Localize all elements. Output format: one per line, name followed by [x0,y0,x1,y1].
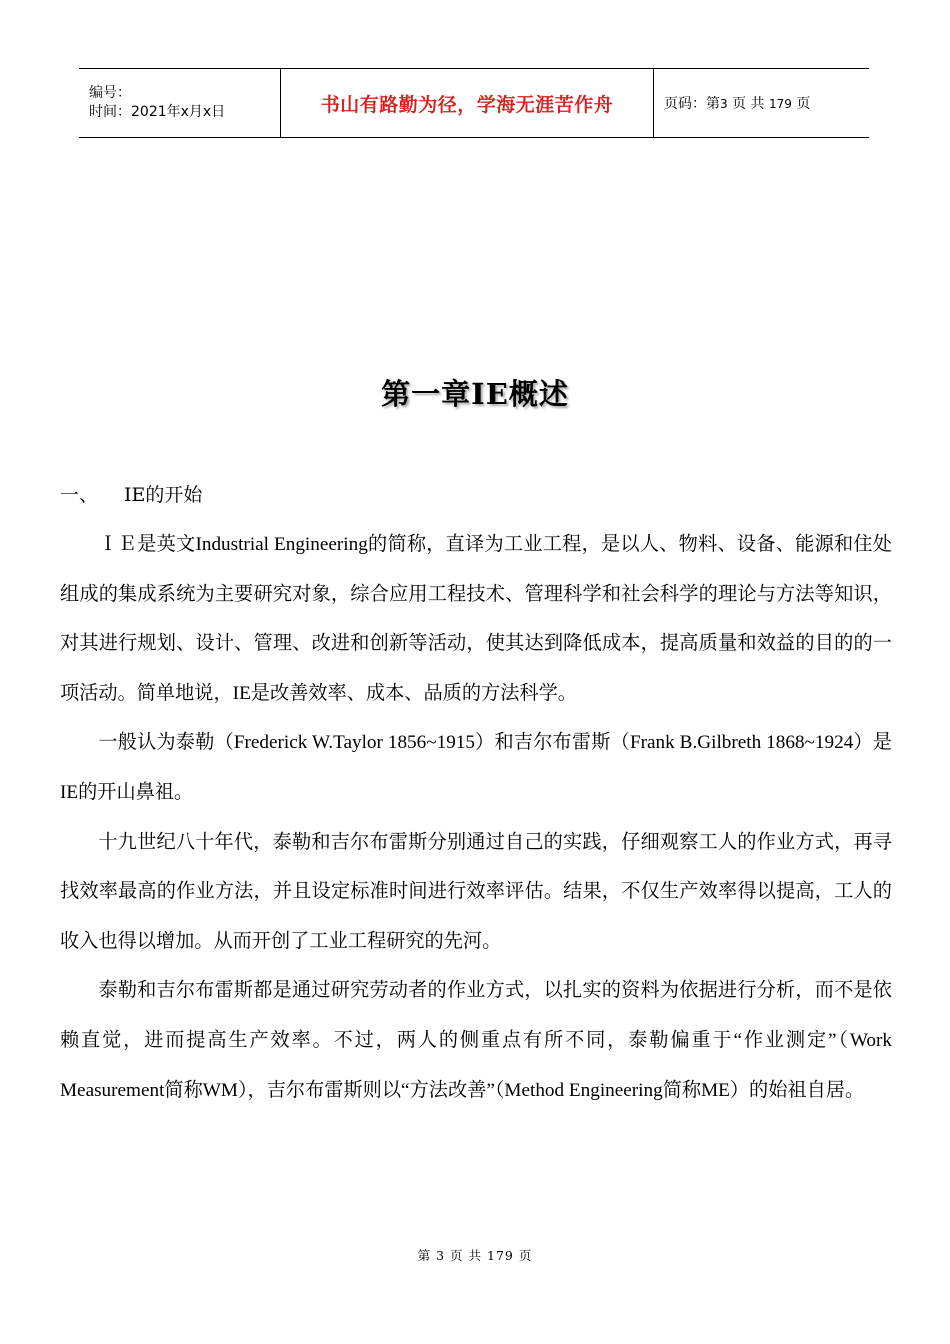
header-meta-cell [79,69,281,137]
page-label: 页码：第 [664,96,720,112]
page-end-label: 页 [796,96,811,112]
body-text [60,520,892,1115]
header-motto: 书山有路勤为径，学海无涯苦作舟 [320,93,614,116]
header-motto-cell [281,69,654,137]
document-time-label: 时间：2021年x月x日 [89,104,226,120]
page-header [79,68,869,138]
page-total: 179 [769,97,792,111]
section-number: 一、 [60,484,99,506]
document-number-label: 编号： [89,85,131,101]
page-mid-label: 页 共 [732,96,765,112]
header-page-info [664,93,869,113]
page-current: 3 [720,97,728,111]
header-page-cell [654,69,869,137]
page-footer: 第 3 页 共 179 页 [417,1248,533,1263]
paragraph: 一般认为泰勒（Frederick W.Taylor 1856~1915）和吉尔布雷斯（Frank B.Gilbreth 1868~1924）是IE的开山鼻祖。 [60,732,892,803]
chapter-title: 第一章IE概述 [381,377,569,411]
paragraph: ＩＥ是英文Industrial Engineering的简称，直译为工业工程，是以人、物料、设备、能源和住处组成的集成系统为主要研究对象，综合应用工程技术、管理科学和社会科学的理论与方法等知识，对其进行规划、设计、管理、改进和创新等活动，使其达到降低成本，提高质量和效益的目的的一项活动。简单地说，IE是改善效率、成本、品质的方法科学。 [60,534,892,704]
section-title: IE的开始 [124,484,203,506]
section-heading [60,480,202,507]
paragraph: 十九世纪八十年代，泰勒和吉尔布雷斯分别通过自己的实践，仔细观察工人的作业方式，再寻找效率最高的作业方法，并且设定标准时间进行效率评估。结果，不仅生产效率得以提高，工人的收入也得以增加。从而开创了工业工程研究的先河。 [60,831,892,952]
paragraph: 泰勒和吉尔布雷斯都是通过研究劳动者的作业方式，以扎实的资料为依据进行分析，而不是依赖直觉，进而提高生产效率。不过，两人的侧重点有所不同，泰勒偏重于“作业测定”（Work Measurement简称WM），吉尔布雷斯则以“方法改善”（Method Engineering简称ME）的始祖自居。 [60,980,892,1101]
